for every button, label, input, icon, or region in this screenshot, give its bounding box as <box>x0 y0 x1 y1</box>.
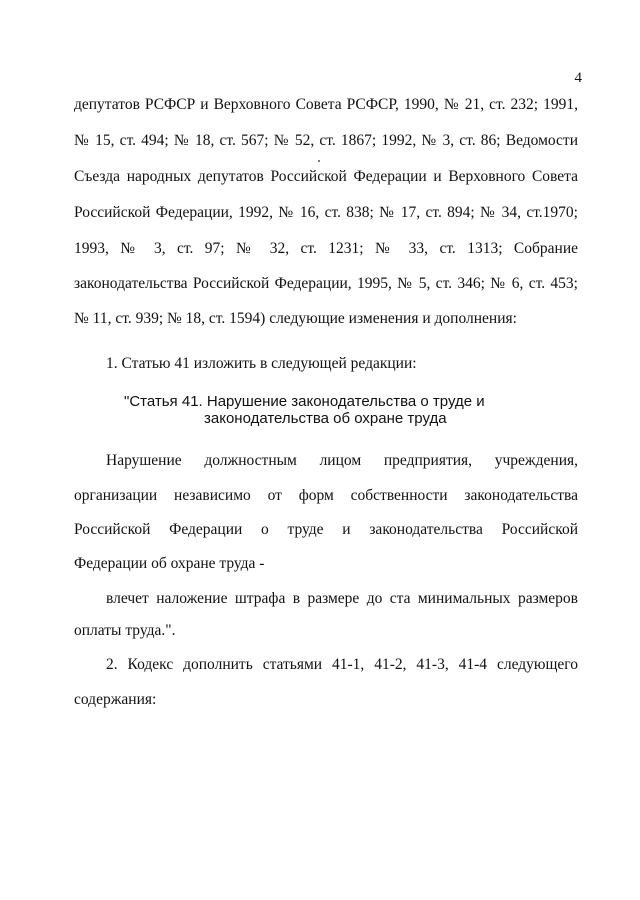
item-2-line-1: 2. Кодекс дополнить статьями 41-1, 41-2, 41-3, 41-4 следующего <box>106 656 578 673</box>
paragraph-1-line-5: 1993, № 3, ст. 97; № 32, ст. 1231; № 33, ст. 1313; Собрание <box>74 240 578 257</box>
item-2-line-2: содержания: <box>74 691 157 708</box>
paragraph-2-line-4: Федерации об охране труда - <box>74 555 265 572</box>
scan-speck <box>318 160 320 162</box>
paragraph-2-line-2: организации независимо от форм собственности законодательства <box>74 487 578 504</box>
paragraph-1-line-3: Съезда народных депутатов Российской Федерации и Верховного Совета <box>74 168 578 185</box>
page-number: 4 <box>574 70 582 86</box>
article-heading-line-1: "Статья 41. Нарушение законодательства о труде и <box>124 393 485 410</box>
paragraph-3-line-1: влечет наложение штрафа в размере до ста минимальных размеров <box>106 590 578 607</box>
paragraph-1-line-6: законодательства Российской Федерации, 1995, № 5, ст. 346; № 6, ст. 453; <box>74 275 578 292</box>
paragraph-2-line-1: Нарушение должностным лицом предприятия, учреждения, <box>106 452 578 469</box>
paragraph-1-line-4: Российской Федерации, 1992, № 16, ст. 838; № 17, ст. 894; № 34, ст.1970; <box>74 204 578 221</box>
article-heading-line-2: законодательства об охране труда <box>204 410 447 427</box>
item-1: 1. Статью 41 изложить в следующей редакции: <box>106 355 417 372</box>
paragraph-1-line-2: № 15, ст. 494; № 18, ст. 567; № 52, ст. 1867; 1992, № 3, ст. 86; Ведомости <box>74 132 578 149</box>
paragraph-1-line-1: депутатов РСФСР и Верховного Совета РСФСР, 1990, № 21, ст. 232; 1991, <box>74 96 578 113</box>
paragraph-1-line-7: № 11, ст. 939; № 18, ст. 1594) следующие изменения и дополнения: <box>74 310 517 327</box>
paragraph-3-line-2: оплаты труда.". <box>74 622 176 639</box>
paragraph-2-line-3: Российской Федерации о труде и законодательства Российской <box>74 521 578 538</box>
